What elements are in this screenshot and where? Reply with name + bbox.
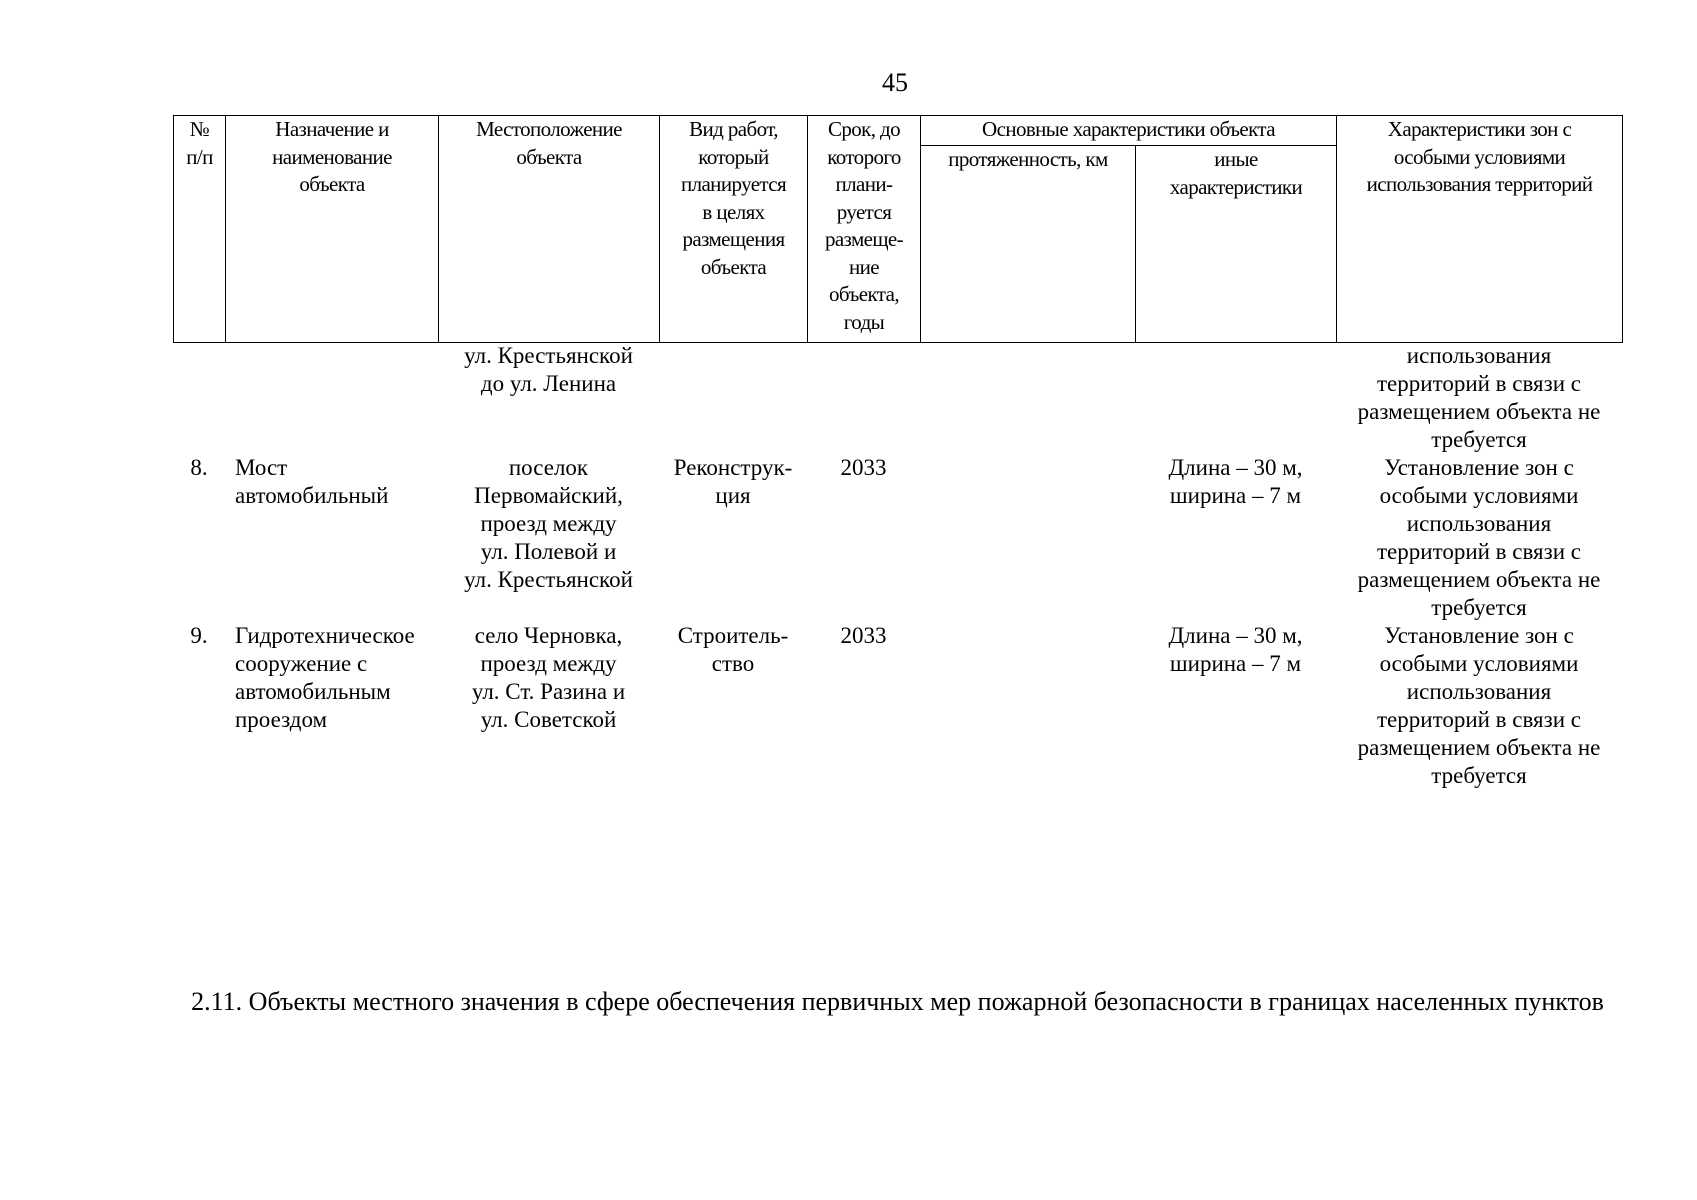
cell-location: село Черновка, проезд между ул. Ст. Разина и ул. Советской [471, 623, 626, 732]
cell-num [173, 342, 225, 454]
cell-location: поселок Первомайский, проезд между ул. Полевой и ул. Крестьянской [464, 455, 633, 592]
cell-work: Строитель- ство [677, 623, 789, 676]
cell-year: 2033 [840, 623, 887, 648]
header-length: протяженность, км [921, 146, 1136, 343]
header-other: иные характеристики [1136, 146, 1337, 343]
table-body [173, 342, 1622, 790]
table-row [173, 342, 1622, 454]
cell-zones: Установление зон с особыми условиями использования территорий в связи с размещением объекта не требуется [1357, 623, 1601, 788]
cell-work [659, 342, 807, 454]
table-row [173, 454, 1622, 622]
header-year: Срок, до которого плани- руется размеще- ние объекта, годы [808, 116, 921, 343]
cell-zones: использования территорий в связи с размещением объекта не требуется [1357, 343, 1601, 452]
cell-other [1135, 342, 1336, 454]
cell-work: Реконструк- ция [673, 455, 793, 508]
table-header [173, 115, 1623, 343]
cell-other: Длина – 30 м, ширина – 7 м [1168, 623, 1303, 676]
cell-num: 8. [190, 455, 208, 480]
cell-year [807, 342, 920, 454]
header-work: Вид работ, который планируется в целях размещения объекта [660, 116, 808, 343]
header-name: Назначение и наименование объекта [226, 116, 439, 343]
cell-length [920, 342, 1135, 454]
page-number: 45 [882, 68, 908, 97]
cell-name [225, 342, 438, 454]
header-zones: Характеристики зон с особыми условиями использования территорий [1337, 116, 1623, 343]
section-title: 2.11. Объекты местного значения в сфере обеспечения первичных мер пожарной безопасности в границах населенных пунктов [191, 987, 1604, 1016]
cell-name: Мост автомобильный [235, 455, 389, 508]
cell-length [920, 622, 1135, 790]
cell-length [920, 454, 1135, 622]
header-main-characteristics: Основные характеристики объекта [921, 116, 1337, 146]
header-location: Местоположение объекта [439, 116, 660, 343]
cell-other: Длина – 30 м, ширина – 7 м [1168, 455, 1303, 508]
table-row [173, 622, 1622, 790]
cell-zones: Установление зон с особыми условиями использования территорий в связи с размещением объекта не требуется [1357, 455, 1601, 620]
cell-name: Гидротехническое сооружение с автомобильным проездом [235, 623, 415, 732]
cell-year: 2033 [840, 455, 887, 480]
cell-num: 9. [190, 623, 208, 648]
cell-location: ул. Крестьянской до ул. Ленина [464, 343, 633, 396]
header-num: № п/п [174, 116, 226, 343]
